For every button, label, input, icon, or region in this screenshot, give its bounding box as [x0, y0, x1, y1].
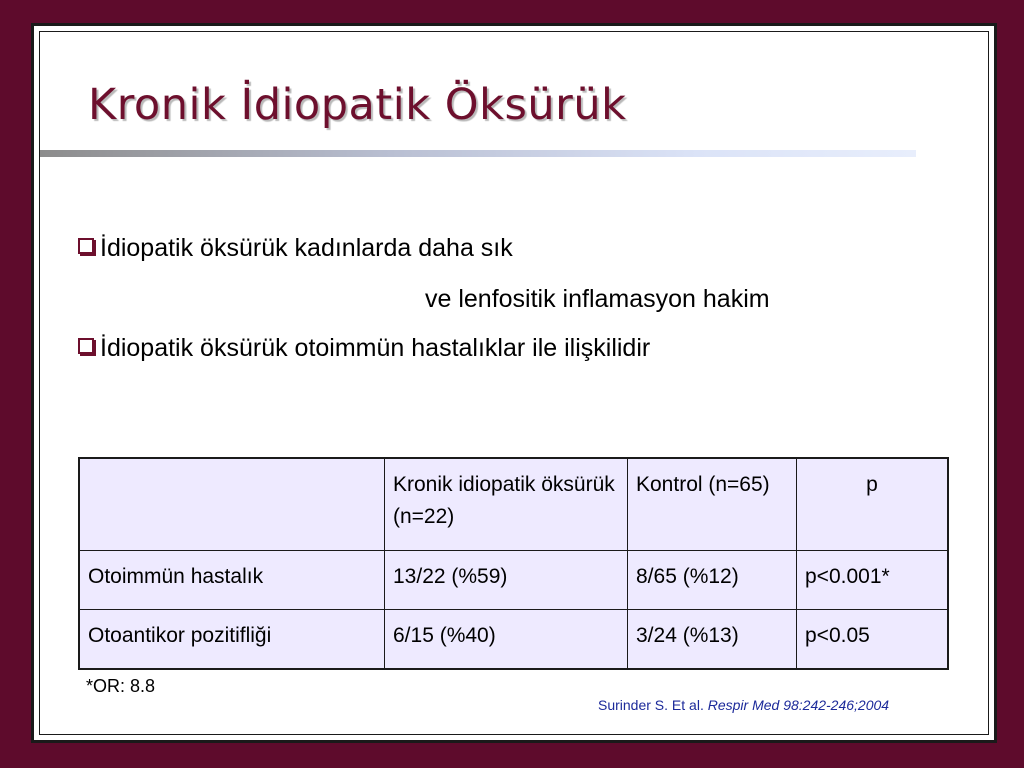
table-header-cell: Kontrol (n=65) [628, 458, 797, 551]
citation-ref: 98:242-246;2004 [783, 697, 890, 713]
table-cell: 6/15 (%40) [385, 610, 628, 670]
table-header-cell [79, 458, 385, 551]
bullet-2 [78, 334, 650, 363]
slide-title: Kronik İdiopatik Öksürük [88, 80, 627, 130]
table-cell: Otoantikor pozitifliği [79, 610, 385, 670]
bullet-1-continuation: ve lenfositik inflamasyon hakim [425, 285, 770, 313]
bullet-1-text: İdiopatik öksürük kadınlarda daha sık [100, 234, 513, 262]
table-row [79, 610, 948, 670]
table-cell: p<0.05 [797, 610, 949, 670]
citation [598, 697, 889, 713]
table-cell: Otoimmün hastalık [79, 551, 385, 610]
table-cell: p<0.001* [797, 551, 949, 610]
table-header-row [79, 458, 948, 551]
table-row [79, 551, 948, 610]
citation-journal: Respir Med [707, 697, 780, 713]
footnote: *OR: 8.8 [86, 676, 156, 696]
results-table [78, 457, 949, 670]
table-header-cell: Kronik idiopatik öksürük (n=22) [385, 458, 628, 551]
table-cell: 3/24 (%13) [628, 610, 797, 670]
title-divider [40, 150, 916, 157]
bullet-1 [78, 234, 513, 263]
checkbox-bullet-icon [78, 238, 94, 254]
table-cell: 13/22 (%59) [385, 551, 628, 610]
table-cell: 8/65 (%12) [628, 551, 797, 610]
citation-authors: Surinder S. Et al. [598, 697, 704, 713]
table-header-cell: p [797, 458, 949, 551]
bullet-2-text: İdiopatik öksürük otoimmün hastalıklar ile ilişkilidir [100, 334, 651, 362]
checkbox-bullet-icon [78, 338, 94, 354]
